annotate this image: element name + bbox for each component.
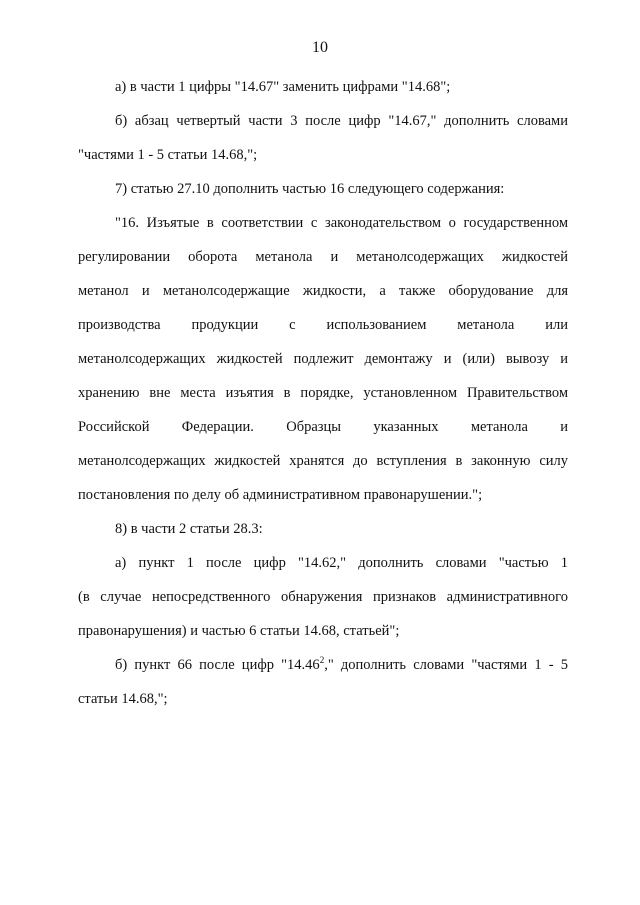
text-fragment: ," дополнить словами "частями 1 - 5 bbox=[324, 657, 568, 673]
text-line: Российской Федерации. Образцы указанных метанола и bbox=[78, 419, 568, 435]
superscript: 2 bbox=[319, 655, 325, 666]
text-line: "частями 1 - 5 статьи 14.68,"; bbox=[78, 147, 258, 163]
text-line: статьи 14.68,"; bbox=[78, 691, 168, 707]
page-number: 10 bbox=[312, 39, 328, 56]
text-line: постановления по делу об административном правонарушении."; bbox=[78, 487, 483, 503]
text-line: производства продукции с использованием метанола или bbox=[78, 317, 568, 333]
text-line: 8) в части 2 статьи 28.3: bbox=[115, 521, 263, 537]
text-line: метанолсодержащих жидкостей хранятся до вступления в законную силу bbox=[78, 453, 568, 469]
text-line: б) абзац четвертый части 3 после цифр "14.67," дополнить словами bbox=[115, 113, 568, 129]
text-line: "16. Изъятые в соответствии с законодательством о государственном bbox=[115, 215, 568, 231]
text-line: метанол и метанолсодержащие жидкости, а также оборудование для bbox=[78, 283, 568, 299]
text-line: метанолсодержащих жидкостей подлежит демонтажу и (или) вывозу и bbox=[78, 351, 568, 367]
text-line: хранению вне места изъятия в порядке, установленном Правительством bbox=[78, 385, 568, 401]
text-line: а) в части 1 цифры "14.67" заменить цифрами "14.68"; bbox=[115, 79, 451, 95]
text-line: (в случае непосредственного обнаружения признаков административного bbox=[78, 589, 568, 605]
text-line: а) пункт 1 после цифр "14.62," дополнить словами "частью 1 bbox=[115, 555, 568, 571]
text-line bbox=[115, 656, 568, 674]
text-line: регулировании оборота метанола и метанолсодержащих жидкостей bbox=[78, 249, 568, 265]
text-line: правонарушения) и частью 6 статьи 14.68, статьей"; bbox=[78, 623, 400, 639]
text-line: 7) статью 27.10 дополнить частью 16 следующего содержания: bbox=[115, 181, 505, 197]
text-fragment: б) пункт 66 после цифр "14.46 bbox=[115, 657, 320, 673]
